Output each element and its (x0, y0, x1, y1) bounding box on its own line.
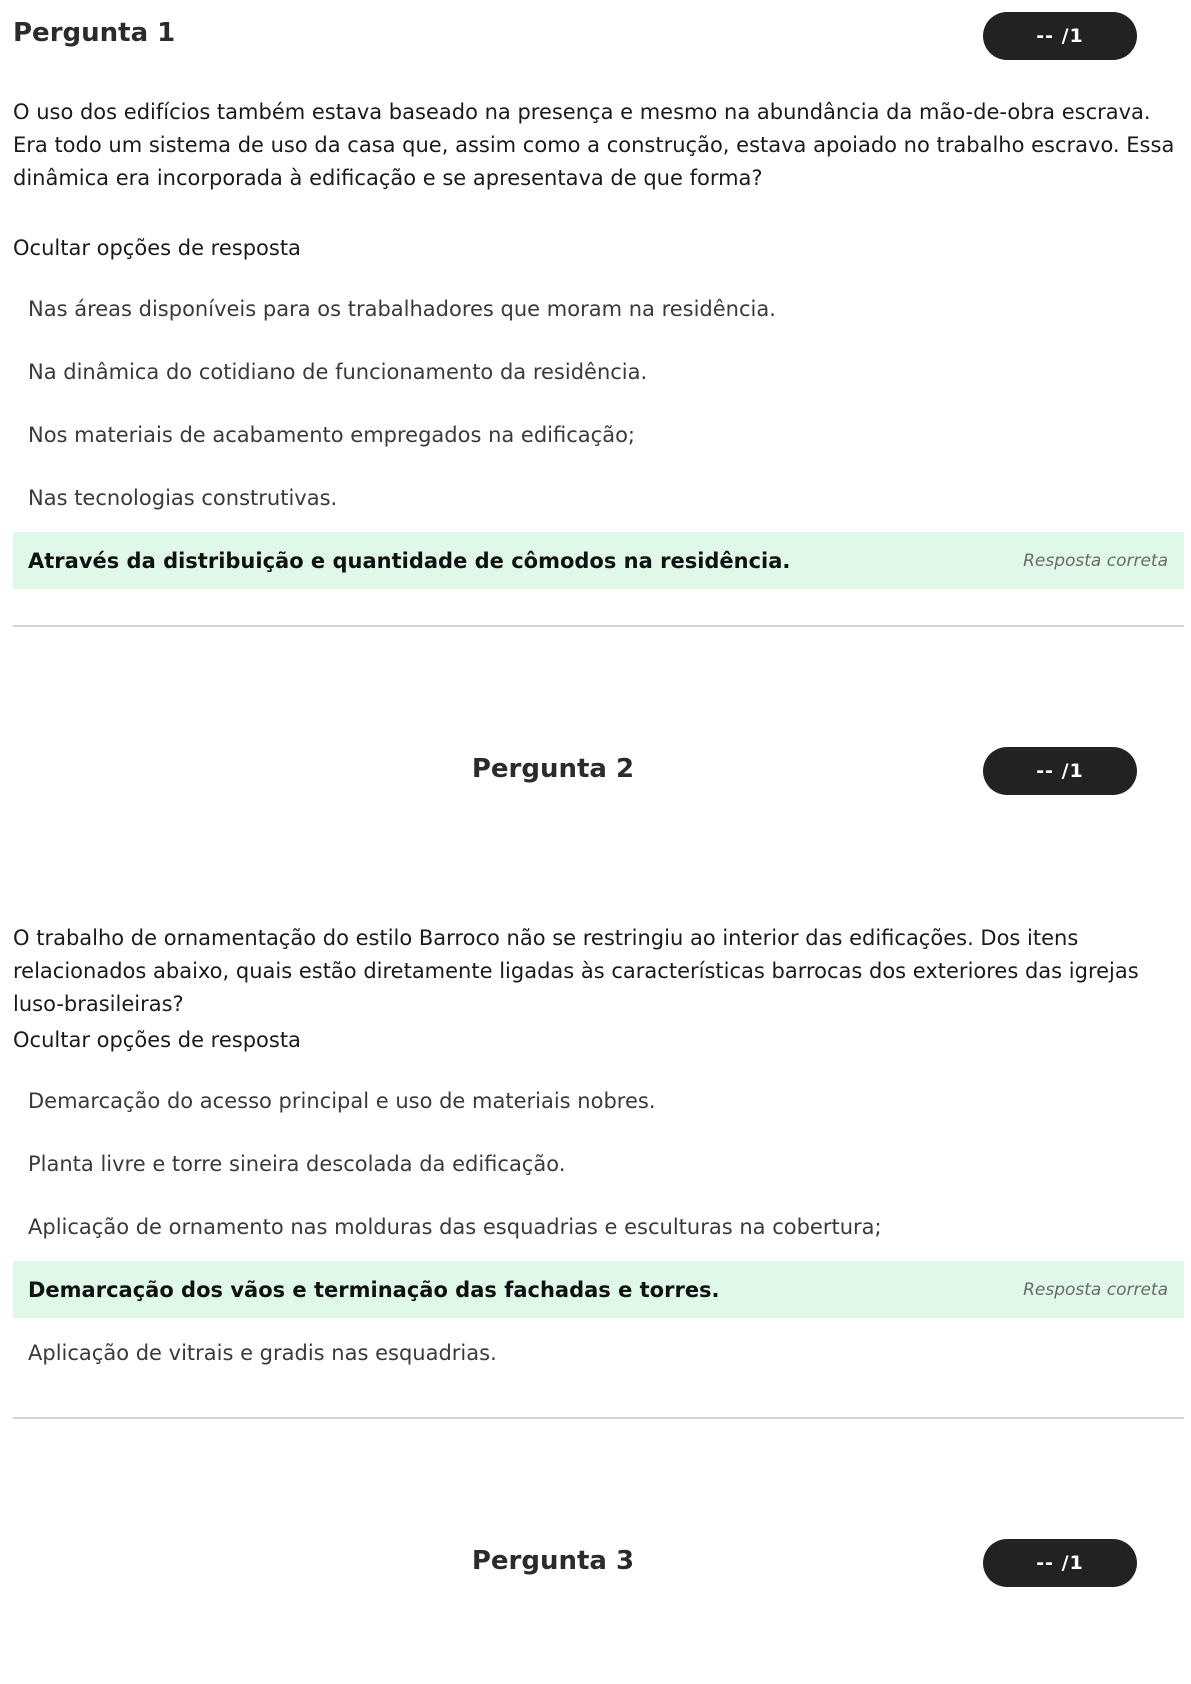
option-text: Aplicação de vitrais e gradis nas esquadrias. (28, 1340, 497, 1365)
question-2-title: Pergunta 2 (471, 754, 635, 784)
question-2-option-4-correct[interactable] (13, 1261, 1184, 1318)
correct-answer-label: Resposta correta (1023, 550, 1168, 571)
option-text: Nos materiais de acabamento empregados na edificação; (28, 422, 636, 447)
question-2-hide-options-link[interactable]: Ocultar opções de resposta (13, 1028, 301, 1052)
option-text: Demarcação dos vãos e terminação das fachadas e torres. (28, 1277, 720, 1302)
question-2-option-3[interactable] (13, 1198, 1184, 1255)
question-1-option-1[interactable] (13, 280, 1184, 337)
question-2-option-2[interactable] (13, 1135, 1184, 1192)
question-1-option-2[interactable] (13, 343, 1184, 400)
question-divider (13, 1417, 1184, 1419)
question-1-option-3[interactable] (13, 406, 1184, 463)
question-1-option-5-correct[interactable] (13, 532, 1184, 589)
option-text: Planta livre e torre sineira descolada da edificação. (28, 1151, 566, 1176)
question-2-prompt: O trabalho de ornamentação do estilo Barroco não se restringiu ao interior das edificações. Dos itens relacionados abaixo, quais estão diretamente ligadas às características barrocas dos exteriores das igrejas luso-brasileiras? (13, 926, 1139, 1016)
option-text: Na dinâmica do cotidiano de funcionamento da residência. (28, 359, 648, 384)
option-text: Através da distribuição e quantidade de cômodos na residência. (28, 548, 791, 573)
question-1-prompt: O uso dos edifícios também estava baseado na presença e mesmo na abundância da mão-de-obra escrava. Era todo um sistema de uso da casa que, assim como a construção, estava apoiado no trabalho escravo. Essa dinâmica era incorporada à edificação e se apresentava de que forma? (13, 100, 1175, 190)
question-2-option-5[interactable] (13, 1324, 1184, 1381)
option-text: Nas áreas disponíveis para os trabalhadores que moram na residência. (28, 296, 776, 321)
question-1-hide-options-link[interactable]: Ocultar opções de resposta (13, 236, 301, 260)
option-text: Demarcação do acesso principal e uso de materiais nobres. (28, 1088, 656, 1113)
correct-answer-label: Resposta correta (1023, 1279, 1168, 1300)
question-2-score-badge[interactable]: -- /1 (983, 747, 1137, 795)
question-3-title: Pergunta 3 (471, 1546, 635, 1576)
question-3-score-badge[interactable]: -- /1 (983, 1539, 1137, 1587)
question-2-option-1[interactable] (13, 1072, 1184, 1129)
question-divider (13, 625, 1184, 627)
option-text: Aplicação de ornamento nas molduras das esquadrias e esculturas na cobertura; (28, 1214, 882, 1239)
question-1-option-4[interactable] (13, 469, 1184, 526)
question-1-score-badge[interactable]: -- /1 (983, 12, 1137, 60)
option-text: Nas tecnologias construtivas. (28, 485, 338, 510)
question-1-title: Pergunta 1 (13, 18, 176, 48)
